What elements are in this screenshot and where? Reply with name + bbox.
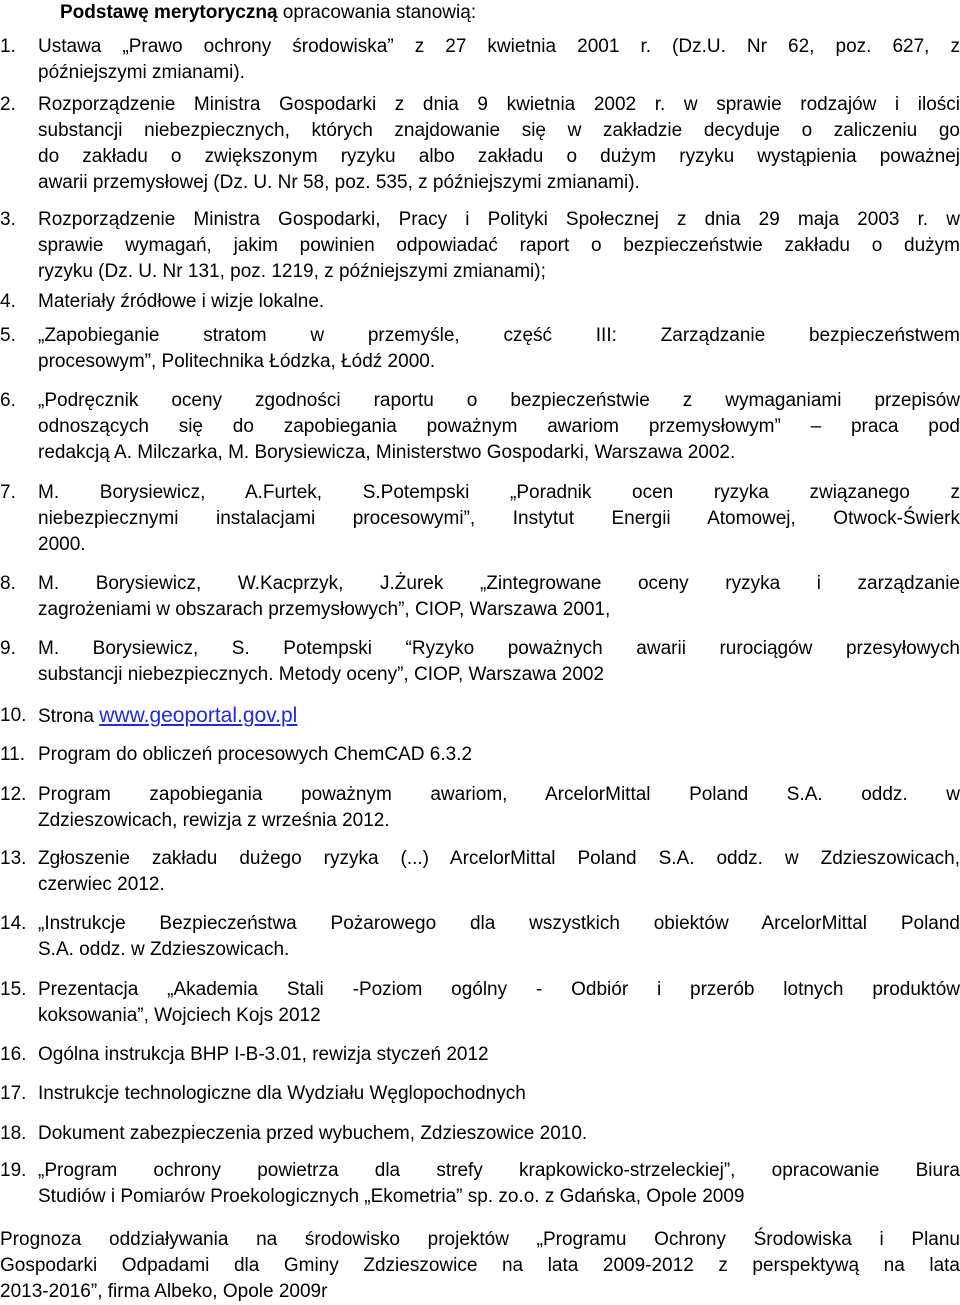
item-text [38,207,960,285]
item-text [38,911,960,963]
item-number: 17. [0,1083,27,1104]
item-number: 1. [0,36,16,57]
item-line: „Instrukcje Bezpieczeństwa Pożarowego dla wszystkich obiektów ArcelorMittal Poland [38,913,960,934]
footer-line: 2013-2016”, firma Albeko, Opole 2009r [0,1281,328,1302]
item-line: do zakładu o zwiększonym ryzyku albo zakładu o dużym ryzyku wystąpienia poważnej [38,146,960,167]
item-number: 10. [0,705,27,726]
item-line: redakcją A. Milczarka, M. Borysiewicza, Ministerstwo Gospodarki, Warszawa 2002. [38,442,736,463]
footer-paragraph [0,1227,960,1305]
item-number: 13. [0,848,27,869]
item-line: awarii przemysłowej (Dz. U. Nr 58, poz. 535, z późniejszymi zmianami). [38,172,640,193]
item-line: Prezentacja „Akademia Stali -Poziom ogólny - Odbiór i przerób lotnych produktów [38,979,960,1000]
item-number: 2. [0,94,16,115]
item-line: ryzyku (Dz. U. Nr 131, poz. 1219, z późniejszymi zmianami); [38,261,546,282]
item-line: Zgłoszenie zakładu dużego ryzyka (...) ArcelorMittal Poland S.A. oddz. w Zdzieszowicach, [38,848,960,869]
item-number: 18. [0,1123,27,1144]
item-line: Ustawa „Prawo ochrony środowiska” z 27 kwietnia 2001 r. (Dz.U. Nr 62, poz. 627, z [38,36,960,57]
item-line: Dokument zabezpieczenia przed wybuchem, Zdzieszowice 2010. [38,1123,588,1144]
item-line: 2000. [38,534,86,555]
item-line: Materiały źródłowe i wizje lokalne. [38,291,325,312]
item-line: S.A. oddz. w Zdzieszowicach. [38,939,290,960]
item-line: sprawie wymagań, jakim powinien odpowiadać raport o bezpieczeństwie zakładu o dużym [38,235,960,256]
item-number: 9. [0,638,16,659]
item-text [38,1158,960,1210]
item-text [38,388,960,466]
item-line: „Podręcznik oceny zgodności raportu o bezpieczeństwie z wymaganiami przepisów [38,390,960,411]
item-number: 8. [0,573,16,594]
item-number: 16. [0,1044,27,1065]
item-prefix: Strona [38,706,100,727]
item-line: procesowym”, Politechnika Łódzka, Łódź 2000. [38,351,436,372]
item-line: Studiów i Pomiarów Proekologicznych „Ekometria” sp. zo.o. z Gdańska, Opole 2009 [38,1186,745,1207]
item-line: Ogólna instrukcja BHP I-B-3.01, rewizja styczeń 2012 [38,1044,489,1065]
heading-rest: opracowania stanowią: [277,2,477,23]
item-line: Rozporządzenie Ministra Gospodarki z dnia 9 kwietnia 2002 r. w sprawie rodzajów i ilości [38,94,960,115]
item-line: „Program ochrony powietrza dla strefy krapkowicko-strzeleckiej”, opracowanie Biura [38,1160,960,1181]
item-line: substancji niebezpiecznych, których znajdowanie się w zakładzie decyduje o zaliczeniu go [38,120,960,141]
item-number: 19. [0,1160,27,1181]
item-line: M. Borysiewicz, W.Kacprzyk, J.Żurek „Zintegrowane oceny ryzyka i zarządzanie [38,573,960,594]
item-line: Rozporządzenie Ministra Gospodarki, Pracy i Polityki Społecznej z dnia 29 maja 2003 r. w [38,209,960,230]
item-text [38,636,960,688]
item-line: Zdzieszowicach, rewizja z września 2012. [38,810,390,831]
geoportal-link[interactable]: www.geoportal.gov.pl [99,704,298,727]
item-line: M. Borysiewicz, A.Furtek, S.Potempski „Poradnik ocen ryzyka związanego z [38,482,960,503]
item-number: 14. [0,913,27,934]
item-number: 12. [0,784,27,805]
item-line: Program zapobiegania poważnym awariom, ArcelorMittal Poland S.A. oddz. w [38,784,960,805]
item-line: M. Borysiewicz, S. Potempski “Ryzyko poważnych awarii rurociągów przesyłowych [38,638,960,659]
heading-bold: Podstawę merytoryczną [60,2,278,23]
item-number: 6. [0,390,16,411]
item-line: niebezpiecznymi instalacjami procesowymi”, Instytut Energii Atomowej, Otwock-Świerk [38,508,960,529]
item-line: Instrukcje technologiczne dla Wydziału Węglopochodnych [38,1083,526,1104]
item-text [38,1042,960,1068]
item-text [38,92,960,196]
item-number: 15. [0,979,27,1000]
item-line: Program do obliczeń procesowych ChemCAD 6.3.2 [38,744,473,765]
item-text [38,782,960,834]
item-number: 5. [0,325,16,346]
item-text [38,323,960,375]
item-number: 3. [0,209,16,230]
item-text [38,846,960,898]
item-number: 4. [0,291,16,312]
item-line: koksowania”, Wojciech Kojs 2012 [38,1005,321,1026]
item-text [38,480,960,558]
item-number: 11. [0,744,26,765]
item-line: czerwiec 2012. [38,874,165,895]
item-text [38,742,960,768]
footer-line: Gospodarki Odpadami dla Gminy Zdzieszowice na lata 2009-2012 z perspektywą na lata [0,1255,960,1276]
item-line: „Zapobieganie stratom w przemyśle, część III: Zarządzanie bezpieczeństwem [38,325,960,346]
item-line: zagrożeniami w obszarach przemysłowych”, CIOP, Warszawa 2001, [38,599,611,620]
footer-line: Prognoza oddziaływania na środowisko projektów „Programu Ochrony Środowiska i Planu [0,1229,960,1250]
item-text [38,571,960,623]
item-line: substancji niebezpiecznych. Metody oceny”, CIOP, Warszawa 2002 [38,664,605,685]
item-text [38,1081,960,1107]
item-text [38,703,960,729]
item-line: późniejszymi zmianami). [38,62,245,83]
item-text [38,1121,960,1147]
item-line: odnoszących się do zapobiegania poważnym awariom przemysłowym” – praca pod [38,416,960,437]
item-text [38,289,960,315]
item-text [38,977,960,1029]
item-number: 7. [0,482,16,503]
item-text [38,34,960,86]
section-heading [60,0,476,26]
